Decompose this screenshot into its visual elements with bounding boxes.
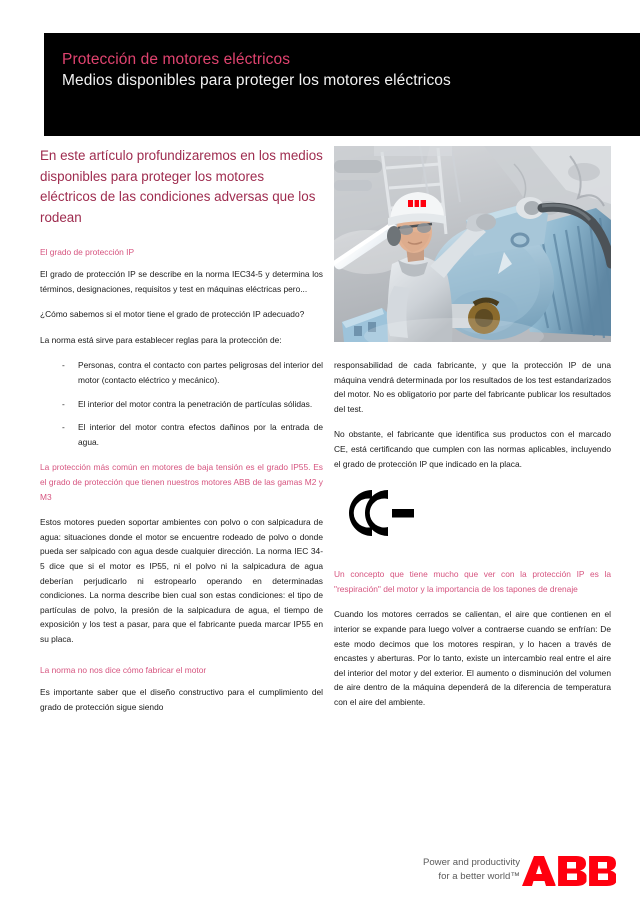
paragraph-responsabilidad-fabricante: responsabilidad de cada fabricante, y que la protección IP de una máquina vendrá determinada por los resultados de los test estandarizados del motor. No es obligatorio por parte del fabricante publicar los resultados del test. (334, 360, 612, 414)
paragraph-ip55-highlight: La protección más común en motores de baja tensión es el grado IP55. Es el grado de protección que tienen nuestros motores ABB de las gamas M2 y M3 (40, 462, 323, 502)
list-item-text: El interior del motor contra la penetración de partículas sólidas. (78, 398, 313, 409)
paragraph-norma-sirve: La norma está sirve para establecer reglas para la protección de: (40, 334, 282, 345)
protection-bullet-list (40, 358, 323, 449)
list-item-text: El interior del motor contra efectos dañinos por la entrada de agua. (78, 422, 323, 447)
photo-illustration (334, 146, 611, 342)
paragraph-ambientes-polvo: Estos motores pueden soportar ambientes con polvo o con salpicadura de agua: situaciones donde el motor se encuentre rodeado de polvo o donde pueda ser salpicado con agua desde cualquier dirección. La norma IEC 34-5 dice que si el motor es IP55, ni el polvo ni la salpicadura de agua deberían perjudicarlo ni estropearlo operando en determinadas condiciones. La norma describe bien cual son estas condiciones: el tipo de partículas de polvo, la presión de la salpicadura de agua, el tiempo de exposición y los test a pasar, para que el fabricante pueda marcar IP55 en su placa. (40, 517, 323, 644)
abb-logo-mark (520, 856, 616, 886)
paragraph-ip-norma: El grado de protección IP se describe en la norma IEC34-5 y determina los términos, designaciones, requisitos y test en máquinas eléctricas pero... (40, 269, 323, 294)
brand-tagline (423, 856, 520, 883)
subheading-norma-fabricar: La norma no nos dice cómo fabricar el motor (40, 665, 207, 676)
page-subtitle: Medios disponibles para proteger los motores eléctricos (62, 72, 451, 89)
motor-technician-photo (334, 146, 611, 342)
left-column (40, 146, 323, 715)
page-title: Protección de motores eléctricos (62, 51, 291, 68)
list-item (40, 397, 323, 412)
bullet-marker: - (62, 422, 65, 433)
list-item-text: Personas, contra el contacto con partes peligrosas del interior del motor (contacto eléctrico y mecánico). (78, 360, 323, 385)
right-column (334, 358, 611, 710)
paragraph-respiracion-highlight: Un concepto que tiene mucho que ver con la protección IP es la "respiración" del motor y la importancia de los tapones de drenaje (334, 569, 611, 594)
ce-marking-symbol (334, 485, 611, 541)
paragraph-diseno-constructivo: Es importante saber que el diseño constructivo para el cumplimiento del grado de protección sigue siendo (40, 687, 323, 713)
list-item (40, 420, 323, 449)
tagline-line-2: for a better world™ (438, 870, 520, 882)
paragraph-como-sabemos: ¿Cómo sabemos si el motor tiene el grado de protección IP adecuado? (40, 309, 305, 320)
ce-logo (334, 485, 434, 541)
list-item (40, 358, 323, 387)
tagline-line-1: Power and productivity (422, 857, 520, 868)
footer (0, 856, 640, 906)
subheading-grado-ip: El grado de protección IP (40, 247, 135, 257)
bullet-marker: - (62, 360, 65, 371)
bullet-marker: - (62, 398, 65, 409)
intro-lead: En este artículo profundizaremos en los medios disponibles para proteger los motores eléctricos de las condiciones adversas que los rodean (40, 148, 323, 225)
abb-logo (520, 856, 616, 886)
paragraph-marcado-ce: No obstante, el fabricante que identifica sus productos con el marcado CE, está certificando que cumplen con las normas aplicables, incluyendo el grado de protección IP que indicado en la placa. (334, 429, 611, 469)
header-banner (44, 33, 640, 136)
paragraph-motores-respiran: Cuando los motores cerrados se calientan, el aire que contienen en el interior se expande para luego volver a contraerse cuando se enfrían: De este modo decimos que los motores respiran, y lo hacen a través de encastes y aberturas. Por lo tanto, existe un intercambio real entre el aire del interior del motor y del exterior. El aumento o disminución del volumen de aire dentro de la máquina dependerá de la diferencia de temperatura con el aire del ambiente. (334, 609, 611, 707)
